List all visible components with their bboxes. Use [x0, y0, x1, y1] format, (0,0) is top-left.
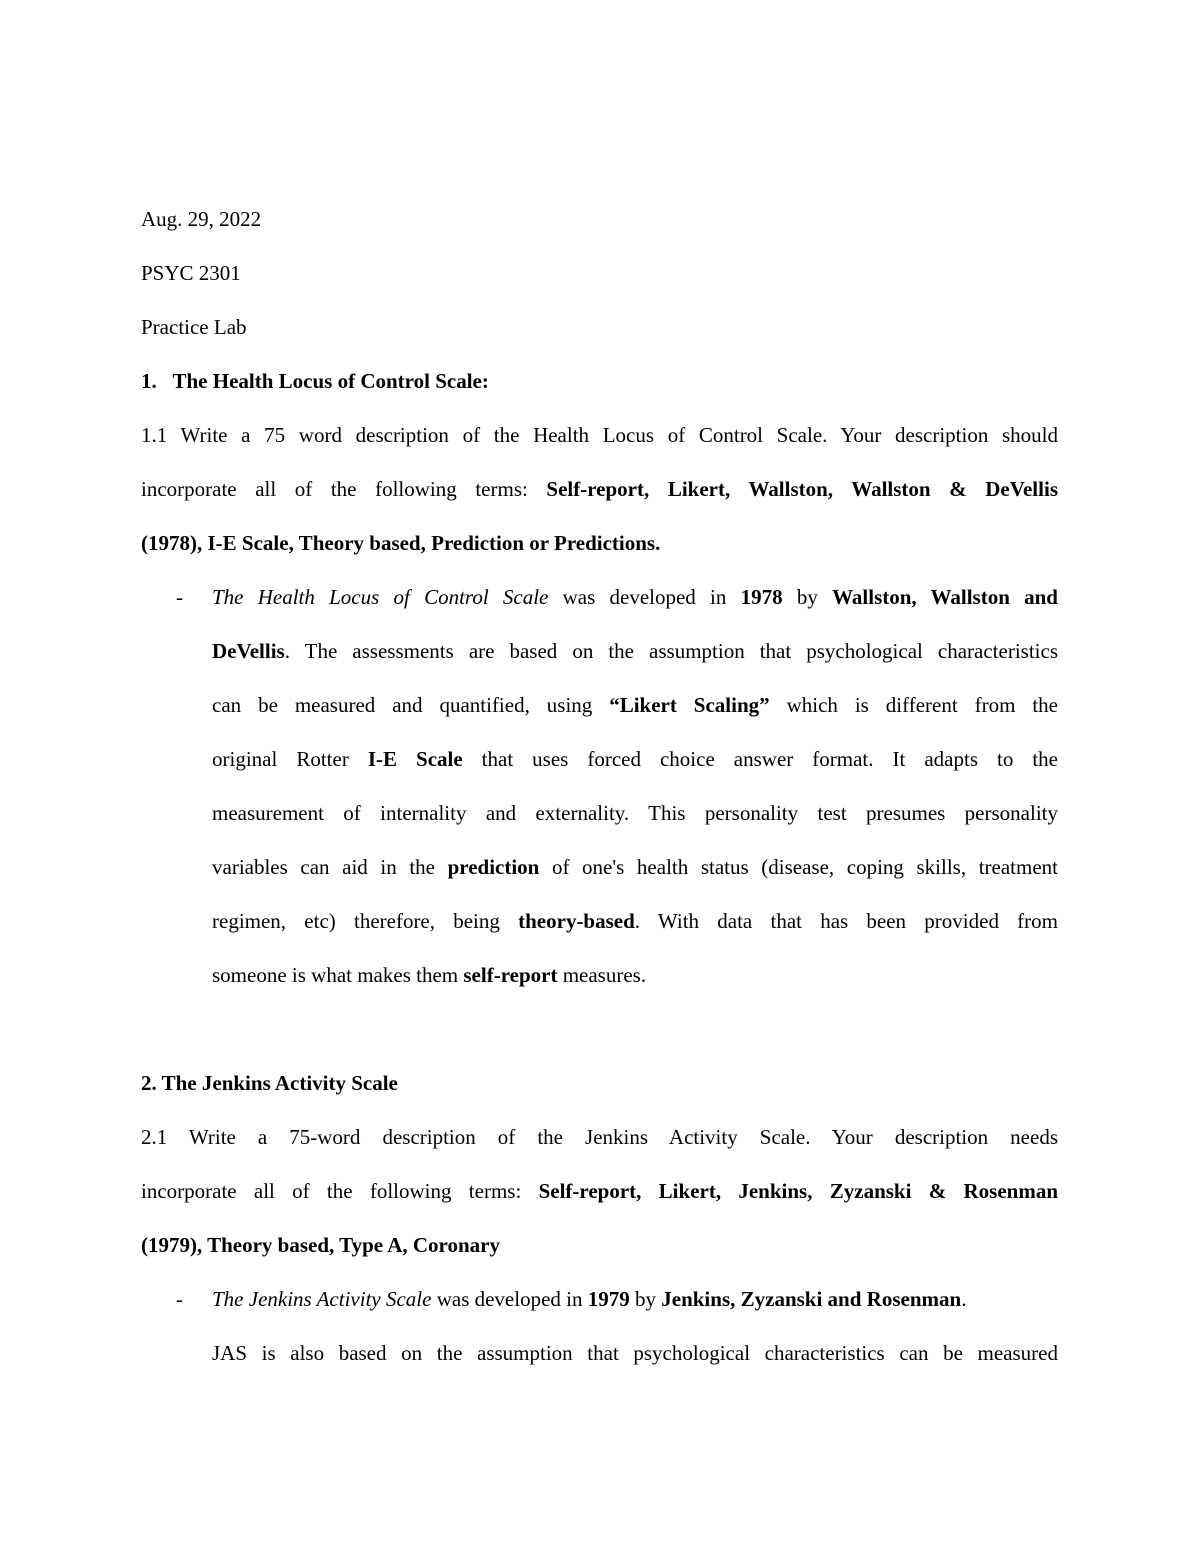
section1-prompt-line1: 1.1 Write a 75 word description of the Health Locus of Control Scale. Your description should	[141, 423, 1058, 447]
answer-text: regimen, etc) therefore, being	[212, 909, 519, 933]
answer-authors: DeVellis	[212, 639, 285, 663]
section1-answer-line4	[141, 732, 1058, 786]
assignment-line: Practice Lab	[141, 315, 247, 339]
blank-line	[141, 1002, 1058, 1056]
section2-answer-line2: JAS is also based on the assumption that psychological characteristics can be measured	[212, 1341, 1058, 1365]
section1-heading-text: The Health Locus of Control Scale:	[172, 369, 489, 393]
answer-text: by	[629, 1287, 662, 1311]
scale-title-italic: The Jenkins Activity Scale	[212, 1287, 432, 1311]
answer-text: . With data that has been provided from	[634, 909, 1058, 933]
answer-text: . The assessments are based on the assumption that psychological characteristics	[284, 639, 1058, 663]
answer-authors: Wallston, Wallston and	[832, 585, 1058, 609]
section1-answer-line3	[141, 678, 1058, 732]
answer-text: .	[961, 1287, 967, 1311]
section1-prompt-line3: (1978), I-E Scale, Theory based, Prediction or Predictions.	[141, 531, 661, 555]
section2-prompt-line2-terms: Self-report, Likert, Jenkins, Zyzanski & Rosenman	[538, 1179, 1058, 1203]
answer-term: prediction	[447, 855, 540, 879]
section2-prompt-line3: (1979), Theory based, Type A, Coronary	[141, 1233, 500, 1257]
answer-text: of one's health status (disease, coping skills, treatment	[539, 855, 1058, 879]
answer-text: which is different from the	[769, 693, 1058, 717]
answer-term: theory-based	[518, 909, 635, 933]
bullet-dash: -	[176, 1287, 183, 1311]
answer-year: 1978	[740, 585, 783, 609]
section1-prompt-line2-terms: Self-report, Likert, Wallston, Wallston & DeVellis	[546, 477, 1058, 501]
answer-year: 1979	[587, 1287, 630, 1311]
section1-answer-line8	[141, 948, 1058, 1002]
answer-term: self-report	[463, 963, 558, 987]
section1-answer-line6	[141, 840, 1058, 894]
document-page	[141, 192, 1058, 1380]
answer-text: original Rotter	[212, 747, 368, 771]
section2-heading: 2. The Jenkins Activity Scale	[141, 1071, 398, 1095]
answer-text: variables can aid in the	[212, 855, 448, 879]
answer-text: can be measured and quantified, using	[212, 693, 610, 717]
answer-authors: Jenkins, Zyzanski and Rosenman	[661, 1287, 962, 1311]
answer-term: “Likert Scaling”	[609, 693, 770, 717]
answer-text: someone is what makes them	[212, 963, 464, 987]
course-line: PSYC 2301	[141, 261, 241, 285]
section2-prompt-line2-plain: incorporate all of the following terms:	[141, 1179, 522, 1203]
answer-text: was developed in	[548, 585, 741, 609]
section1-prompt-line2-plain: incorporate all of the following terms:	[141, 477, 528, 501]
scale-title-italic: The Health Locus of Control Scale	[212, 585, 549, 609]
section2-prompt-line2	[141, 1164, 1058, 1218]
section2-answer-line1	[141, 1272, 1058, 1326]
section2-prompt-line1: 2.1 Write a 75-word description of the Jenkins Activity Scale. Your description needs	[141, 1125, 1058, 1149]
section1-heading-number: 1.	[141, 369, 157, 393]
bullet-dash: -	[176, 585, 183, 609]
answer-text: that uses forced choice answer format. It adapts to the	[462, 747, 1059, 771]
answer-text: by	[782, 585, 833, 609]
section1-answer-line5: measurement of internality and externality. This personality test presumes personality	[212, 801, 1058, 825]
section1-answer-line7	[141, 894, 1058, 948]
section1-answer-line1	[141, 570, 1058, 624]
section1-prompt-line2	[141, 462, 1058, 516]
date-line: Aug. 29, 2022	[141, 207, 262, 231]
answer-text: measures.	[557, 963, 647, 987]
answer-text: was developed in	[431, 1287, 588, 1311]
section1-answer-line2	[141, 624, 1058, 678]
section1-heading	[141, 354, 1058, 408]
answer-term: I-E Scale	[367, 747, 463, 771]
